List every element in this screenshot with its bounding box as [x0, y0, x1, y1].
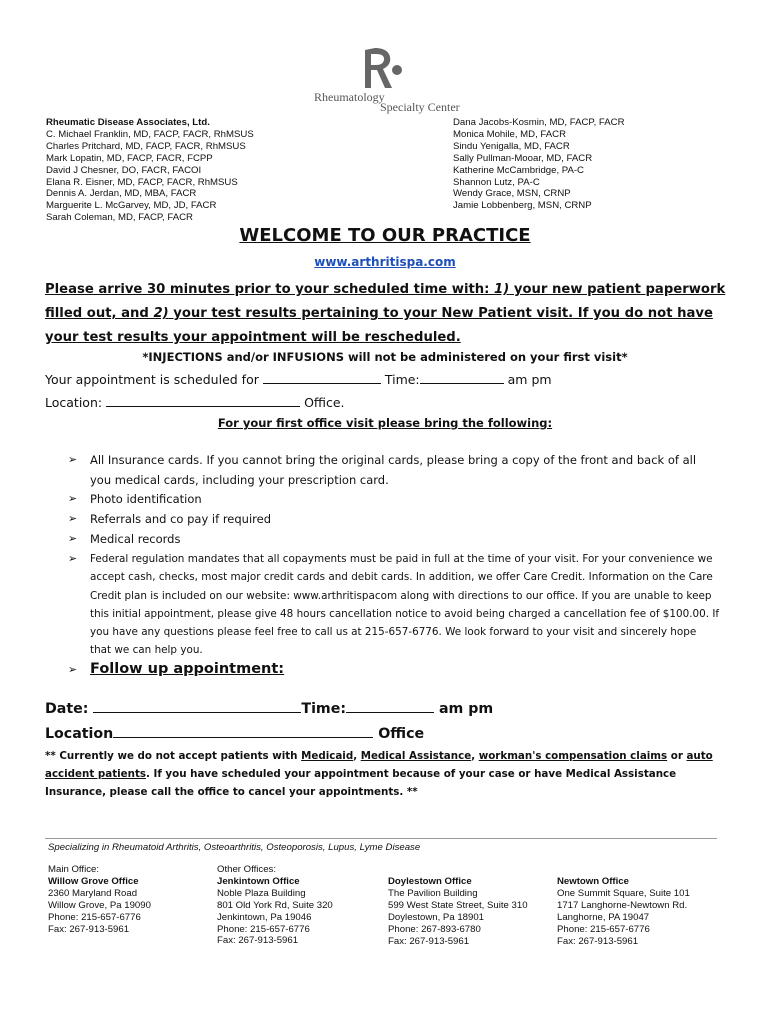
office-address: 801 Old York Rd, Suite 320: [217, 899, 333, 911]
list-item: ➢ Medical records: [68, 529, 718, 549]
workmans-comp-text: workman's compensation claims: [478, 750, 668, 762]
office-address: 599 West State Street, Suite 310: [388, 899, 528, 911]
office-city: Jenkintown, Pa 19046: [217, 911, 312, 923]
office-name: Doylestown Office: [388, 876, 472, 887]
followup-date-field[interactable]: [93, 698, 301, 713]
physician-name: Mark Lopatin, MD, FACP, FACR, FCPP: [46, 152, 213, 164]
auto-accident-text: auto accident patients: [45, 750, 713, 780]
followup-location-line: [45, 723, 424, 742]
physician-name: Jamie Lobbenberg, MSN, CRNP: [453, 200, 592, 212]
scheduled-date-field[interactable]: [263, 371, 381, 384]
arrive-number-2: 2): [153, 306, 169, 321]
medicaid-text: Medicaid: [301, 750, 354, 762]
followup-heading: Follow up appointment:: [90, 661, 285, 677]
office-jenkintown: [217, 864, 333, 947]
location-line: [45, 394, 345, 410]
physician-name: Dennis A. Jerdan, MD, MBA, FACR: [46, 188, 197, 200]
physician-name: Monica Mohile, MD, FACR: [453, 128, 567, 140]
office-name: Willow Grove Office: [48, 875, 139, 887]
office-fax: Fax: 267-913-5961: [388, 935, 470, 947]
logo-text-specialty-center: Specialty Center: [380, 100, 460, 114]
location-label: Location:: [45, 395, 103, 410]
followup-date-line: [45, 698, 493, 717]
office-header: Main Office:: [48, 864, 100, 875]
specialization-line: Specializing in Rheumatoid Arthritis, Osteoarthritis, Osteoporosis, Lupus, Lyme Disease: [48, 842, 421, 853]
office-phone: Phone: 215-657-6776: [217, 923, 310, 935]
arrow-bullet-icon: ➢: [68, 663, 78, 676]
arrow-bullet-icon: ➢: [68, 492, 78, 505]
office-phone: Phone: 215-657-6776: [557, 923, 650, 935]
physician-name: Sarah Coleman, MD, FACP, FACR: [46, 212, 193, 224]
website-link[interactable]: www.arthritispa.com: [314, 255, 456, 269]
time-label: Time:: [384, 372, 420, 387]
followup-office-label: Office: [378, 726, 425, 742]
followup-location-label: Location: [45, 726, 114, 742]
arrive-number-1: 1): [494, 282, 510, 297]
first-visit-heading: For your first office visit please bring the following:: [217, 416, 553, 430]
office-city: Doylestown, Pa 18901: [388, 911, 484, 923]
list-item: ➢ Photo identification: [68, 489, 718, 509]
office-building: Noble Plaza Building: [217, 887, 306, 899]
office-willow-grove: [48, 864, 151, 935]
office-building: The Pavilion Building: [388, 887, 478, 899]
physician-name: Shannon Lutz, PA-C: [453, 176, 540, 188]
office-name: Jenkintown Office: [217, 875, 300, 887]
office-city: Willow Grove, Pa 19090: [48, 899, 151, 911]
rheumatology-logo-icon: [355, 44, 405, 94]
list-item: ➢ Federal regulation mandates that all copayments must be paid in full at the time of your visit. For your convenience we accept cash, checks, most major credit cards and debit cards. In addition, we offer Care Credit. Information on the Care Credit plan is included on our website: www.arthritispacom along with directions to our office. If you are unable to keep this initial appointment, please give 48 hours cancellation notice to avoid being charged a cancellation fee of $100.00. If you have any questions please feel free to call us at 215-657-6776. We look forward to your visit and sincerely hope that we can help you.: [68, 552, 720, 657]
physician-list-right: [453, 117, 625, 212]
arrival-instructions: [45, 278, 735, 350]
office-fax: Fax: 267-913-5961: [557, 935, 639, 947]
office-newtown: [557, 876, 690, 947]
arrive-text-2: your new patient paperwork filled out, and: [45, 282, 726, 321]
location-field[interactable]: [106, 394, 300, 407]
office-label: Office.: [304, 395, 345, 410]
arrow-bullet-icon: ➢: [68, 453, 78, 466]
list-item: ➢ All Insurance cards. If you cannot bring the original cards, please bring a copy of the front and back of all you medical cards, including your prescription card.: [68, 450, 718, 490]
office-header: Other Offices:: [217, 864, 277, 875]
injections-notice: *INJECTIONS and/or INFUSIONS will not be administered on your first visit*: [142, 350, 628, 364]
insurance-notice: ** Currently we do not accept patients with Medicaid, Medical Assistance, workman's compensation claims or auto accident patients. If you have scheduled your appointment because of your case or have Medical Assistance Insurance, please call the office to cancel your appointments. **: [45, 750, 713, 798]
arrive-text-1: Please arrive 30 minutes prior to your scheduled time with:: [45, 282, 495, 297]
physician-name: Sally Pullman-Mooar, MD, FACR: [453, 152, 593, 164]
appointment-line: [45, 371, 552, 387]
followup-date-label: Date:: [45, 701, 89, 717]
ampm-label: am pm: [507, 372, 552, 387]
medical-assistance-text: Medical Assistance: [360, 750, 472, 762]
office-fax: Fax: 267-913-5961: [48, 923, 130, 935]
office-doylestown: [388, 876, 528, 947]
physician-name: C. Michael Franklin, MD, FACP, FACR, RhMSUS: [46, 128, 254, 140]
physician-name: Dana Jacobs-Kosmin, MD, FACP, FACR: [453, 117, 625, 128]
followup-time-field[interactable]: [346, 698, 434, 713]
followup-ampm: am pm: [438, 701, 494, 717]
arrow-bullet-icon: ➢: [68, 512, 78, 525]
followup-time-label: Time:: [301, 701, 347, 717]
time-field[interactable]: [420, 371, 504, 384]
office-fax: Fax: 267-913-5961: [217, 935, 299, 947]
practice-logo: [300, 44, 470, 114]
office-phone: Phone: 267-893-6780: [388, 923, 481, 935]
office-address: One Summit Square, Suite 101: [557, 887, 690, 899]
practice-name: Rheumatic Disease Associates, Ltd.: [46, 117, 210, 128]
physician-name: Wendy Grace, MSN, CRNP: [453, 188, 571, 200]
arrow-bullet-icon: ➢: [68, 532, 78, 545]
welcome-heading: WELCOME TO OUR PRACTICE: [239, 225, 531, 246]
arrow-bullet-icon: ➢: [68, 552, 78, 565]
scheduled-label: Your appointment is scheduled for: [45, 372, 259, 387]
footer-divider: [45, 838, 717, 839]
followup-location-field[interactable]: [113, 723, 373, 738]
logo-text-rheumatology: Rheumatology: [314, 90, 385, 104]
office-name: Newtown Office: [557, 876, 629, 887]
arrive-text-3: your test results pertaining to your New Patient visit. If you do not have your test results your appointment will be rescheduled.: [45, 306, 713, 345]
office-city: Langhorne, PA 19047: [557, 911, 650, 923]
physician-name: Charles Pritchard, MD, FACP, FACR, RhMSUS: [46, 140, 246, 152]
list-item: ➢ Referrals and co pay if required: [68, 509, 718, 529]
physician-list-left: [46, 117, 254, 224]
physician-name: Katherine McCambridge, PA-C: [453, 164, 584, 176]
office-street: 1717 Langhorne-Newtown Rd.: [557, 899, 688, 911]
physician-name: Sindu Yenigalla, MD, FACR: [453, 140, 570, 152]
physician-name: David J Chesner, DO, FACR, FACOI: [46, 164, 202, 176]
office-address: 2360 Maryland Road: [48, 887, 138, 899]
physician-name: Elana R. Eisner, MD, FACP, FACR, RhMSUS: [46, 176, 238, 188]
office-phone: Phone: 215-657-6776: [48, 911, 141, 923]
physician-name: Marguerite L. McGarvey, MD, JD, FACR: [46, 200, 217, 212]
